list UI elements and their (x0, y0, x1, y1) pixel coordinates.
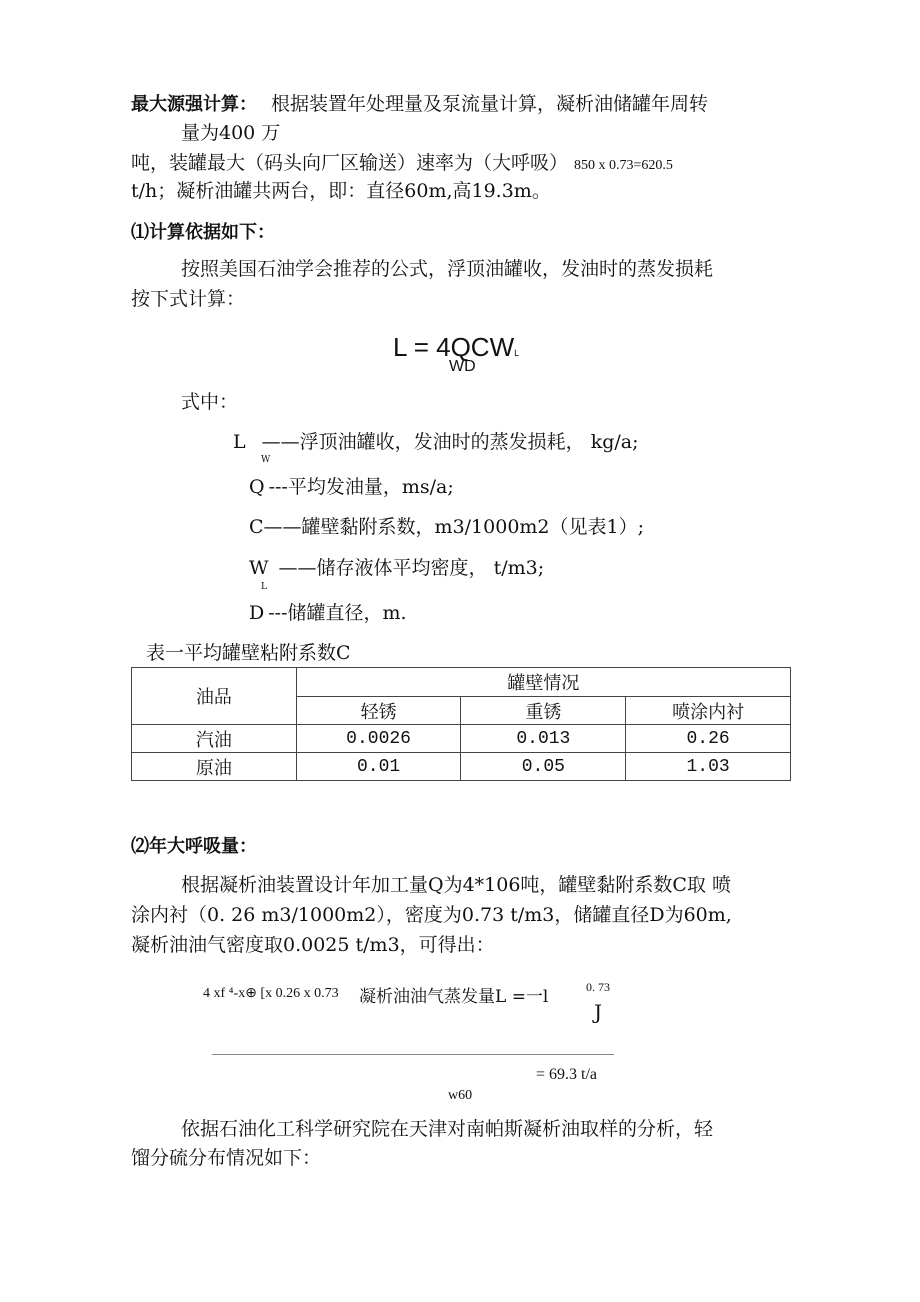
def-symbol: D (249, 602, 265, 624)
def-W-subscript: L (261, 582, 267, 592)
intro-rate-formula: 850 x 0.73=620.5 (574, 158, 673, 173)
def-text: ---平均发油量，ms/a; (268, 476, 454, 498)
header-oil-type: 油品 (132, 668, 297, 725)
cell-value: 0.01 (296, 753, 461, 781)
def-text: ——储存液体平均密度， t/m3; (278, 557, 545, 579)
def-symbol: W (249, 557, 269, 579)
intro-line-2: 量为400 万 (181, 122, 281, 144)
def-Q (249, 475, 454, 499)
cell-value: 0.013 (461, 725, 626, 753)
row-name: 汽油 (132, 725, 297, 753)
def-symbol: C (249, 516, 264, 538)
intro-text-3: 吨，装罐最大（码头向厂区输送）速率为（大呼吸） (131, 152, 569, 174)
intro-text-1: 根据装置年处理量及泵流量计算，凝析油储罐年周转 (271, 93, 709, 115)
coefficient-table (131, 667, 791, 781)
calc-label: 凝析油油气蒸发量L =一l (359, 987, 549, 1007)
subheader-coated-lining: 喷涂内衬 (626, 697, 791, 725)
section1-para-1: 按照美国石油学会推荐的公式，浮顶油罐收，发油时的蒸发损耗 (181, 258, 714, 280)
fraction-line (212, 1054, 614, 1055)
calc-result: = 69.3 t/a (536, 1066, 598, 1083)
cell-value: 0.05 (461, 753, 626, 781)
section2-para-2: 涂内衬（0. 26 m3/1000m2），密度为0.73 t/m3，储罐直径D为60m, (131, 904, 732, 926)
table-row (132, 725, 791, 753)
subheader-heavy-rust: 重锈 (461, 697, 626, 725)
def-L-subscript: W (261, 455, 271, 465)
table-row (132, 753, 791, 781)
section2-para-5: 馏分硫分布情况如下： (131, 1147, 322, 1169)
section2-heading: ⑵年大呼吸量： (131, 836, 257, 857)
def-text: ---储罐直径，m. (268, 602, 407, 624)
def-D (249, 601, 407, 625)
def-L (233, 430, 639, 454)
intro-line-4: t/h；凝析油罐共两台，即：直径60m,高19.3m。 (131, 180, 551, 202)
def-symbol: L (233, 431, 246, 453)
def-symbol: Q (249, 476, 265, 498)
formula-denominator: WD (449, 358, 476, 375)
calc-numerator: 4 xf ⁴-x⊕ [x 0.26 x 0.73 (203, 986, 339, 1001)
intro-line-1 (131, 92, 708, 117)
def-C (249, 515, 644, 539)
section1-heading: ⑴计算依据如下： (131, 222, 275, 243)
formula-main: L = 4QCW (393, 332, 515, 362)
def-text: ——浮顶油罐收，发油时的蒸发损耗， kg/a; (261, 431, 639, 453)
subheader-light-rust: 轻锈 (296, 697, 461, 725)
calc-superscript: 0. 73 (586, 980, 610, 994)
cell-value: 1.03 (626, 753, 791, 781)
cell-value: 0.0026 (296, 725, 461, 753)
def-W (249, 556, 544, 580)
calc-denominator: w60 (448, 1088, 473, 1103)
formula-subscript: L (514, 348, 520, 358)
intro-line-3 (131, 151, 673, 178)
section2-para-4: 依据石油化工科学研究院在天津对南帕斯凝析油取样的分析，轻 (181, 1118, 714, 1140)
where-label: 式中： (181, 391, 239, 413)
intro-heading: 最大源强计算： (131, 94, 257, 115)
header-wall-condition: 罐壁情况 (296, 668, 790, 697)
cell-value: 0.26 (626, 725, 791, 753)
table-caption: 表一平均罐壁粘附系数C (146, 642, 351, 664)
calc-bracket: J (594, 1000, 603, 1024)
section1-para-2: 按下式计算： (131, 288, 246, 310)
def-text: ——罐壁黏附系数，m3/1000m2（见表1）; (263, 516, 645, 538)
row-name: 原油 (132, 753, 297, 781)
section2-para-1: 根据凝析油装置设计年加工量Q为4*106吨，罐壁黏附系数C取 喷 (181, 874, 732, 896)
section2-para-3: 凝析油油气密度取0.0025 t/m3，可得出： (131, 934, 495, 956)
